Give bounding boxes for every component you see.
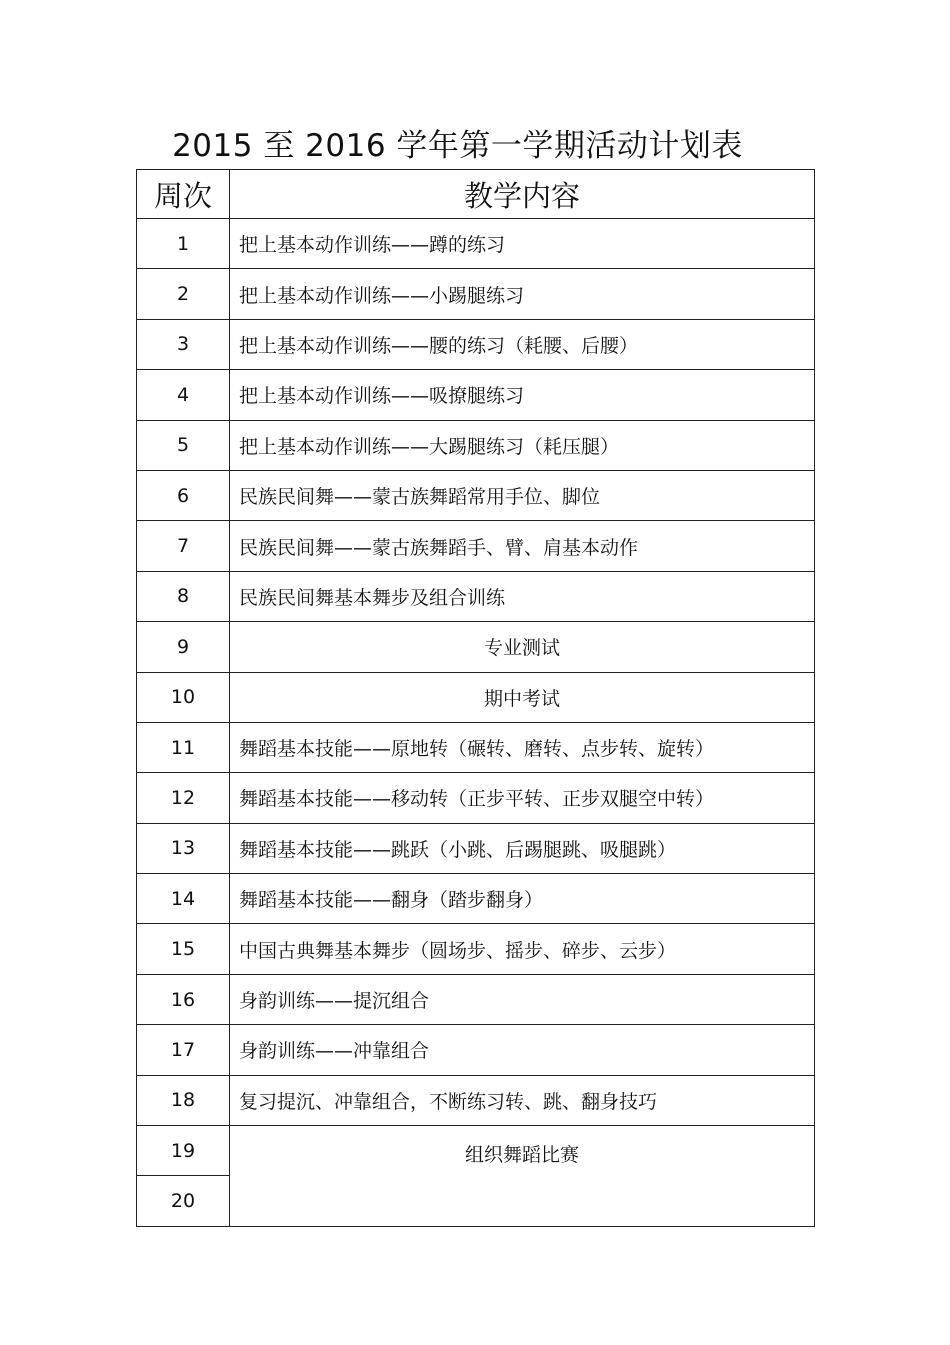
page-title: 2015 至 2016 学年第一学期活动计划表 — [172, 128, 743, 164]
week-number: 10 — [137, 672, 230, 722]
teaching-content: 专业测试 — [230, 622, 815, 672]
table-row — [137, 823, 815, 873]
table-row — [137, 420, 815, 470]
teaching-content: 身韵训练——提沉组合 — [230, 974, 815, 1024]
table-header-row — [137, 170, 815, 219]
week-number: 3 — [137, 319, 230, 369]
week-number: 7 — [137, 521, 230, 571]
teaching-content: 把上基本动作训练——大踢腿练习（耗压腿） — [230, 420, 815, 470]
week-number: 8 — [137, 571, 230, 621]
week-number: 15 — [137, 924, 230, 974]
table-row — [137, 571, 815, 621]
activity-plan-table — [136, 169, 815, 1227]
teaching-content: 民族民间舞——蒙古族舞蹈常用手位、脚位 — [230, 470, 815, 520]
table-row — [137, 521, 815, 571]
header-content: 教学内容 — [230, 170, 815, 219]
teaching-content: 舞蹈基本技能——原地转（碾转、磨转、点步转、旋转） — [230, 722, 815, 772]
teaching-content: 民族民间舞基本舞步及组合训练 — [230, 571, 815, 621]
week-number: 1 — [137, 219, 230, 269]
table-row — [137, 319, 815, 369]
table-row — [137, 974, 815, 1024]
teaching-content: 舞蹈基本技能——移动转（正步平转、正步双腿空中转） — [230, 773, 815, 823]
table-row — [137, 470, 815, 520]
table-row — [137, 1126, 815, 1176]
teaching-content: 中国古典舞基本舞步（圆场步、摇步、碎步、云步） — [230, 924, 815, 974]
table-row — [137, 269, 815, 319]
table-row — [137, 622, 815, 672]
week-number: 11 — [137, 722, 230, 772]
week-number: 19 — [137, 1126, 230, 1176]
teaching-content: 舞蹈基本技能——跳跃（小跳、后踢腿跳、吸腿跳） — [230, 823, 815, 873]
week-number: 4 — [137, 370, 230, 420]
table-row — [137, 874, 815, 924]
table-row — [137, 1075, 815, 1125]
teaching-content: 把上基本动作训练——腰的练习（耗腰、后腰） — [230, 319, 815, 369]
teaching-content: 复习提沉、冲靠组合，不断练习转、跳、翻身技巧 — [230, 1075, 815, 1125]
week-number: 6 — [137, 470, 230, 520]
table-row — [137, 1025, 815, 1075]
teaching-content: 舞蹈基本技能——翻身（踏步翻身） — [230, 874, 815, 924]
table-row — [137, 773, 815, 823]
week-number: 2 — [137, 269, 230, 319]
week-number: 12 — [137, 773, 230, 823]
table-row — [137, 672, 815, 722]
teaching-content: 身韵训练——冲靠组合 — [230, 1025, 815, 1075]
table-row — [137, 219, 815, 269]
teaching-content: 期中考试 — [230, 672, 815, 722]
week-number: 9 — [137, 622, 230, 672]
teaching-content: 把上基本动作训练——蹲的练习 — [230, 219, 815, 269]
teaching-content: 民族民间舞——蒙古族舞蹈手、臂、肩基本动作 — [230, 521, 815, 571]
teaching-content: 把上基本动作训练——吸撩腿练习 — [230, 370, 815, 420]
teaching-content: 组织舞蹈比赛 — [230, 1126, 815, 1227]
week-number: 16 — [137, 974, 230, 1024]
week-number: 20 — [137, 1176, 230, 1226]
week-number: 5 — [137, 420, 230, 470]
week-number: 13 — [137, 823, 230, 873]
week-number: 14 — [137, 874, 230, 924]
table-row — [137, 370, 815, 420]
header-week: 周次 — [137, 170, 230, 219]
teaching-content: 把上基本动作训练——小踢腿练习 — [230, 269, 815, 319]
table-row — [137, 924, 815, 974]
week-number: 18 — [137, 1075, 230, 1125]
table-row — [137, 722, 815, 772]
week-number: 17 — [137, 1025, 230, 1075]
